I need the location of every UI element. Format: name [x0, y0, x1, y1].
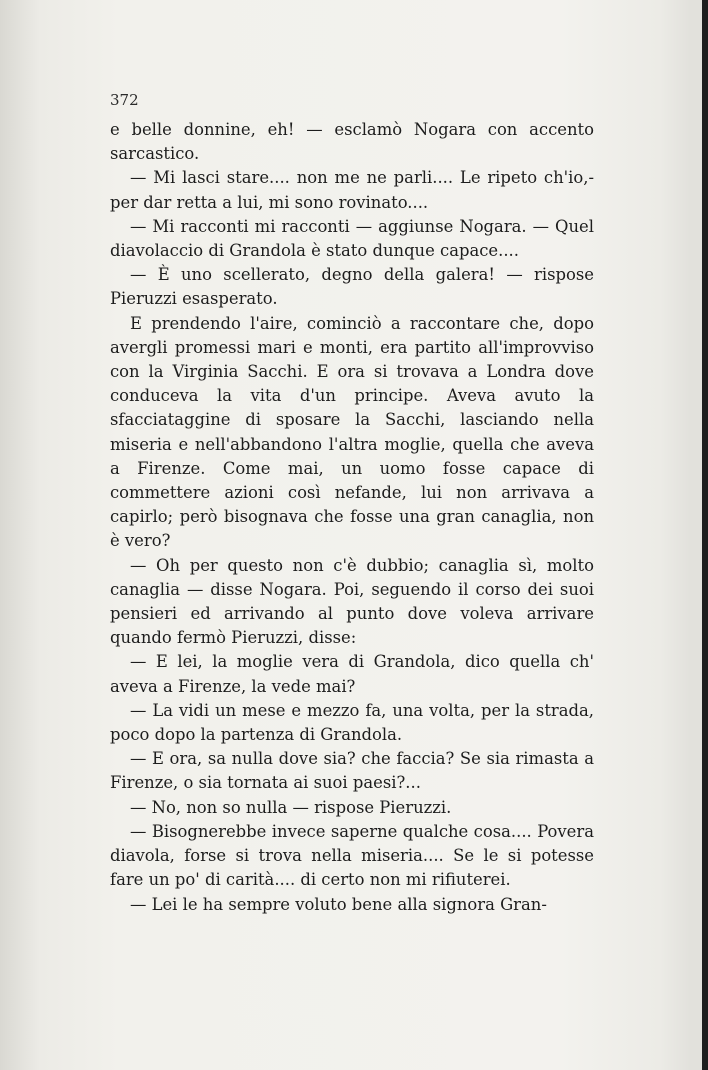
paragraph: — Mi lasci stare.... non me ne parli.... Le ripeto ch'io,-per dar retta a lui, mi sono rovinato.... — [110, 168, 594, 212]
page-text — [110, 88, 594, 917]
page-binding-edge — [702, 0, 708, 1070]
paragraph: — Lei le ha sempre voluto bene alla signora Gran- — [130, 894, 547, 914]
paragraph: — E ora, sa nulla dove sia? che faccia? Se sia rimasta a Firenze, o sia tornata ai suoi paesi?... — [110, 749, 594, 793]
paragraph: — La vidi un mese e mezzo fa, una volta, per la strada, poco dopo la partenza di Grandola. — [110, 700, 594, 745]
paragraph: — Oh per questo non c'è dubbio; canaglia sì, molto canaglia — disse Nogara. Poi, seguendo il corso dei suoi pensieri ed arrivando al punto dove voleva arrivare quando fermò Pieruzzi, disse: — [110, 555, 594, 648]
paragraph: E prendendo l'aire, cominciò a raccontare che, dopo avergli promessi mari e monti, era partito all'improvviso con la Virginia Sacchi. E ora si trovava a Londra dove conduceva la vita d'un principe. Aveva avuto la sfacciataggine di sposare la Sacchi, lasciando nella miseria e nell'abbandono l'altra moglie, quella che aveva a Firenze. Come mai, un uomo fosse capace di commettere azioni così nefande, lui non arrivava a capirlo; però bisognava che fosse una gran canaglia, non è vero? — [110, 313, 594, 551]
paragraph: — E lei, la moglie vera di Grandola, dico quella ch' aveva a Firenze, la vede mai? — [110, 652, 594, 696]
paragraph: e belle donnine, eh! — esclamò Nogara con accento sarcastico. — [110, 120, 594, 164]
paragraph: — No, non so nulla — rispose Pieruzzi. — [130, 797, 452, 817]
paragraph: — È uno scellerato, degno della galera! — rispose Pieruzzi esasperato. — [110, 265, 594, 309]
paragraph: — Bisognerebbe invece saperne qualche cosa.... Povera diavola, forse si trova nella miseria.... Se le si potesse fare un po' di carità.... di certo non mi rifiuterei. — [110, 821, 594, 890]
paragraph: — Mi racconti mi racconti — aggiunse Nogara. — Quel diavolaccio di Grandola è stato dunque capace.... — [110, 216, 594, 261]
page-number: 372 — [110, 91, 139, 109]
